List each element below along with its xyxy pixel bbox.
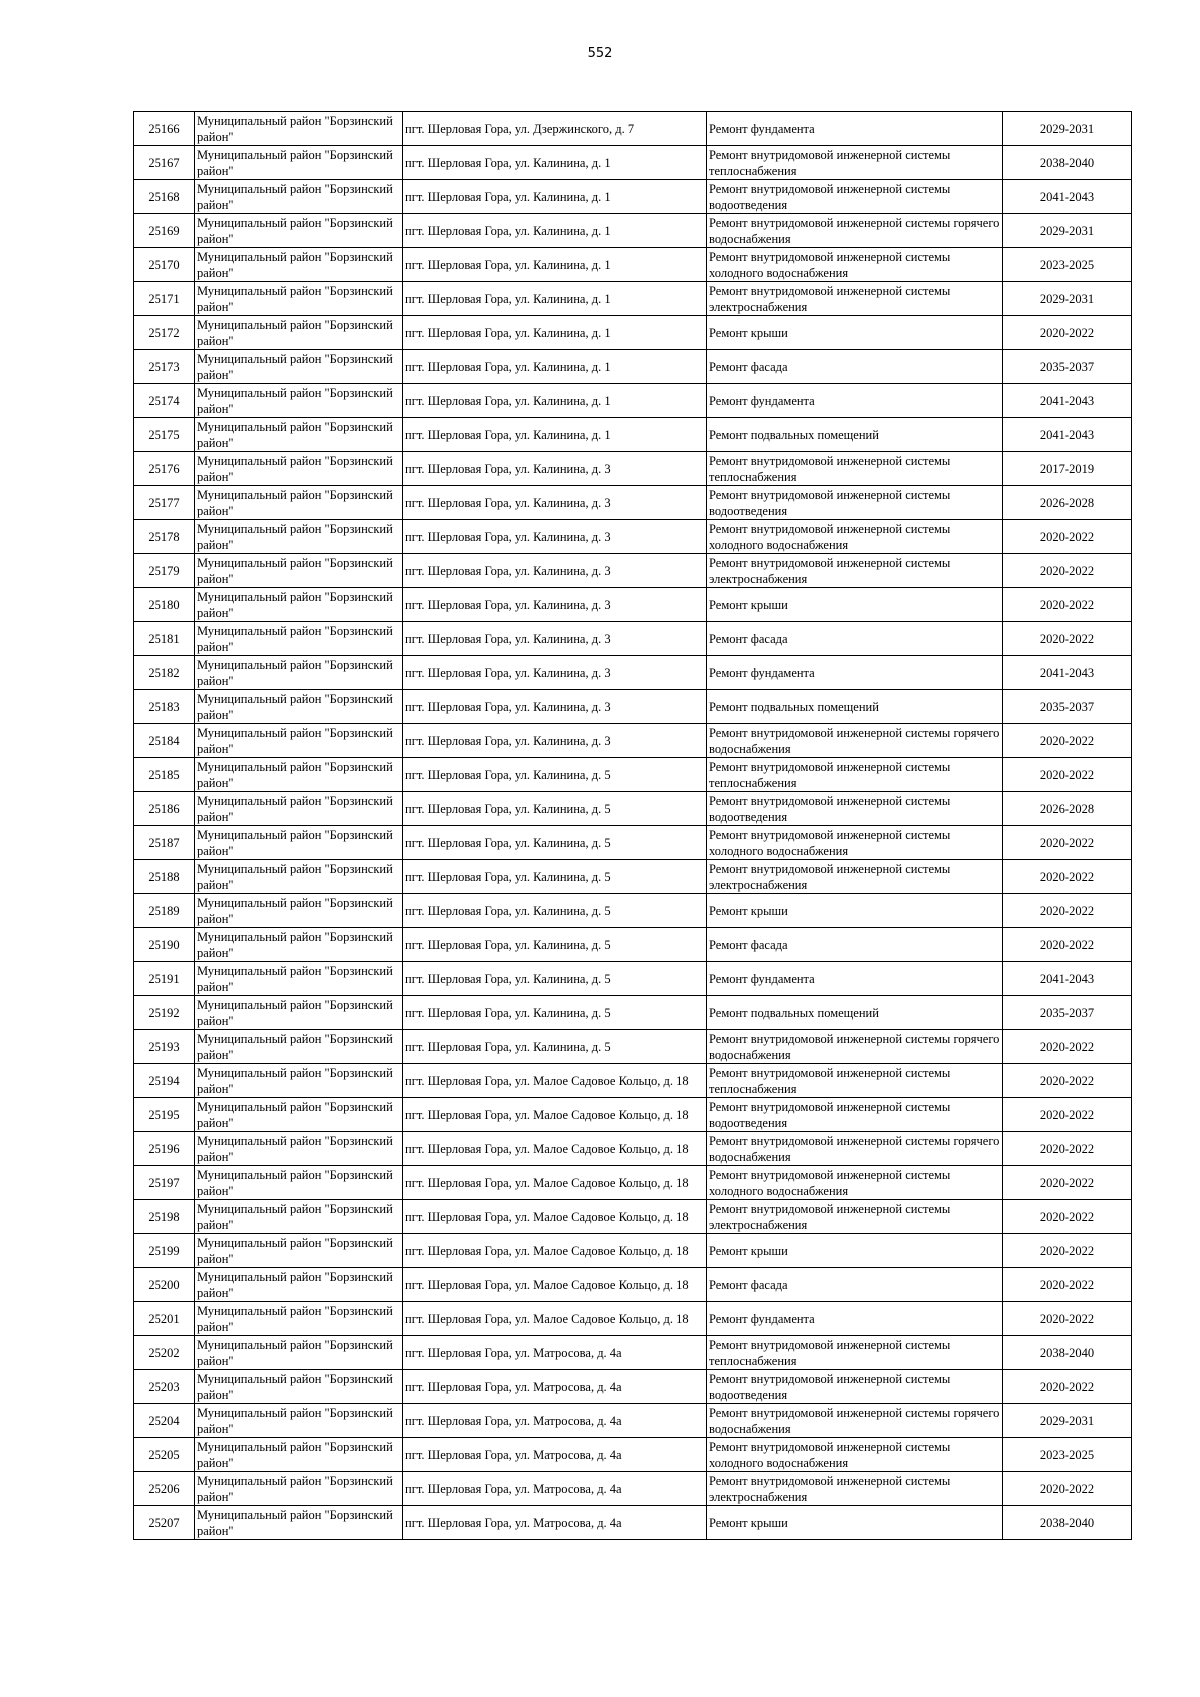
period-cell: 2017-2019	[1003, 452, 1132, 486]
row-number-cell: 25178	[134, 520, 195, 554]
table-row	[134, 1200, 1132, 1234]
row-number-cell: 25204	[134, 1404, 195, 1438]
period-cell: 2041-2043	[1003, 656, 1132, 690]
municipality-cell: Муниципальный район "Борзинский район"	[195, 996, 403, 1030]
address-cell: пгт. Шерловая Гора, ул. Матросова, д. 4а	[403, 1438, 707, 1472]
address-cell: пгт. Шерловая Гора, ул. Калинина, д. 5	[403, 860, 707, 894]
address-cell: пгт. Шерловая Гора, ул. Матросова, д. 4а	[403, 1506, 707, 1540]
municipality-cell: Муниципальный район "Борзинский район"	[195, 656, 403, 690]
table-row	[134, 554, 1132, 588]
row-number-cell: 25176	[134, 452, 195, 486]
municipality-cell: Муниципальный район "Борзинский район"	[195, 1098, 403, 1132]
municipality-cell: Муниципальный район "Борзинский район"	[195, 588, 403, 622]
table-row	[134, 860, 1132, 894]
row-number-cell: 25200	[134, 1268, 195, 1302]
work-type-cell: Ремонт крыши	[707, 1234, 1003, 1268]
municipality-cell: Муниципальный район "Борзинский район"	[195, 894, 403, 928]
address-cell: пгт. Шерловая Гора, ул. Калинина, д. 3	[403, 690, 707, 724]
period-cell: 2020-2022	[1003, 826, 1132, 860]
address-cell: пгт. Шерловая Гора, ул. Калинина, д. 1	[403, 214, 707, 248]
address-cell: пгт. Шерловая Гора, ул. Калинина, д. 5	[403, 792, 707, 826]
period-cell: 2029-2031	[1003, 214, 1132, 248]
address-cell: пгт. Шерловая Гора, ул. Малое Садовое Кольцо, д. 18	[403, 1132, 707, 1166]
work-type-cell: Ремонт внутридомовой инженерной системы горячего водоснабжения	[707, 214, 1003, 248]
work-type-cell: Ремонт фасада	[707, 350, 1003, 384]
municipality-cell: Муниципальный район "Борзинский район"	[195, 1404, 403, 1438]
municipality-cell: Муниципальный район "Борзинский район"	[195, 1234, 403, 1268]
work-type-cell: Ремонт подвальных помещений	[707, 690, 1003, 724]
period-cell: 2041-2043	[1003, 180, 1132, 214]
row-number-cell: 25179	[134, 554, 195, 588]
work-type-cell: Ремонт внутридомовой инженерной системы водоотведения	[707, 1098, 1003, 1132]
row-number-cell: 25201	[134, 1302, 195, 1336]
work-type-cell: Ремонт фундамента	[707, 1302, 1003, 1336]
period-cell: 2038-2040	[1003, 1336, 1132, 1370]
municipality-cell: Муниципальный район "Борзинский район"	[195, 452, 403, 486]
row-number-cell: 25166	[134, 112, 195, 146]
page-number: 552	[587, 46, 613, 61]
municipality-cell: Муниципальный район "Борзинский район"	[195, 1030, 403, 1064]
table-row	[134, 1064, 1132, 1098]
municipality-cell: Муниципальный район "Борзинский район"	[195, 112, 403, 146]
address-cell: пгт. Шерловая Гора, ул. Калинина, д. 5	[403, 1030, 707, 1064]
work-type-cell: Ремонт внутридомовой инженерной системы теплоснабжения	[707, 1064, 1003, 1098]
address-cell: пгт. Шерловая Гора, ул. Калинина, д. 3	[403, 486, 707, 520]
row-number-cell: 25175	[134, 418, 195, 452]
table-body	[134, 112, 1132, 1540]
work-type-cell: Ремонт внутридомовой инженерной системы водоотведения	[707, 1370, 1003, 1404]
address-cell: пгт. Шерловая Гора, ул. Малое Садовое Кольцо, д. 18	[403, 1302, 707, 1336]
address-cell: пгт. Шерловая Гора, ул. Матросова, д. 4а	[403, 1370, 707, 1404]
municipality-cell: Муниципальный район "Борзинский район"	[195, 1166, 403, 1200]
table-row	[134, 384, 1132, 418]
period-cell: 2020-2022	[1003, 1200, 1132, 1234]
table-row	[134, 1166, 1132, 1200]
address-cell: пгт. Шерловая Гора, ул. Калинина, д. 3	[403, 656, 707, 690]
period-cell: 2041-2043	[1003, 962, 1132, 996]
municipality-cell: Муниципальный район "Борзинский район"	[195, 418, 403, 452]
table-row	[134, 520, 1132, 554]
table-row	[134, 1506, 1132, 1540]
municipality-cell: Муниципальный район "Борзинский район"	[195, 1472, 403, 1506]
address-cell: пгт. Шерловая Гора, ул. Калинина, д. 3	[403, 724, 707, 758]
row-number-cell: 25180	[134, 588, 195, 622]
municipality-cell: Муниципальный район "Борзинский район"	[195, 724, 403, 758]
period-cell: 2035-2037	[1003, 996, 1132, 1030]
work-type-cell: Ремонт фасада	[707, 928, 1003, 962]
work-type-cell: Ремонт внутридомовой инженерной системы горячего водоснабжения	[707, 1030, 1003, 1064]
period-cell: 2038-2040	[1003, 146, 1132, 180]
address-cell: пгт. Шерловая Гора, ул. Калинина, д. 5	[403, 758, 707, 792]
period-cell: 2020-2022	[1003, 1132, 1132, 1166]
period-cell: 2020-2022	[1003, 894, 1132, 928]
municipality-cell: Муниципальный район "Борзинский район"	[195, 962, 403, 996]
municipality-cell: Муниципальный район "Борзинский район"	[195, 928, 403, 962]
address-cell: пгт. Шерловая Гора, ул. Калинина, д. 5	[403, 962, 707, 996]
work-type-cell: Ремонт внутридомовой инженерной системы водоотведения	[707, 180, 1003, 214]
table-row	[134, 622, 1132, 656]
municipality-cell: Муниципальный район "Борзинский район"	[195, 146, 403, 180]
address-cell: пгт. Шерловая Гора, ул. Малое Садовое Кольцо, д. 18	[403, 1234, 707, 1268]
row-number-cell: 25173	[134, 350, 195, 384]
period-cell: 2020-2022	[1003, 554, 1132, 588]
table-row	[134, 826, 1132, 860]
address-cell: пгт. Шерловая Гора, ул. Калинина, д. 1	[403, 316, 707, 350]
table-row	[134, 1234, 1132, 1268]
row-number-cell: 25177	[134, 486, 195, 520]
work-type-cell: Ремонт внутридомовой инженерной системы водоотведения	[707, 792, 1003, 826]
work-type-cell: Ремонт внутридомовой инженерной системы холодного водоснабжения	[707, 1166, 1003, 1200]
table-row	[134, 758, 1132, 792]
period-cell: 2038-2040	[1003, 1506, 1132, 1540]
table-row	[134, 1404, 1132, 1438]
period-cell: 2020-2022	[1003, 1472, 1132, 1506]
work-type-cell: Ремонт внутридомовой инженерной системы горячего водоснабжения	[707, 1132, 1003, 1166]
period-cell: 2020-2022	[1003, 520, 1132, 554]
period-cell: 2020-2022	[1003, 1166, 1132, 1200]
municipality-cell: Муниципальный район "Борзинский район"	[195, 1438, 403, 1472]
period-cell: 2026-2028	[1003, 486, 1132, 520]
work-type-cell: Ремонт внутридомовой инженерной системы теплоснабжения	[707, 146, 1003, 180]
table-row	[134, 962, 1132, 996]
work-type-cell: Ремонт внутридомовой инженерной системы электроснабжения	[707, 282, 1003, 316]
period-cell: 2020-2022	[1003, 1234, 1132, 1268]
period-cell: 2023-2025	[1003, 248, 1132, 282]
address-cell: пгт. Шерловая Гора, ул. Малое Садовое Кольцо, д. 18	[403, 1166, 707, 1200]
row-number-cell: 25193	[134, 1030, 195, 1064]
work-type-cell: Ремонт подвальных помещений	[707, 996, 1003, 1030]
work-type-cell: Ремонт подвальных помещений	[707, 418, 1003, 452]
table-row	[134, 418, 1132, 452]
address-cell: пгт. Шерловая Гора, ул. Матросова, д. 4а	[403, 1472, 707, 1506]
address-cell: пгт. Шерловая Гора, ул. Калинина, д. 3	[403, 588, 707, 622]
address-cell: пгт. Шерловая Гора, ул. Калинина, д. 1	[403, 350, 707, 384]
period-cell: 2020-2022	[1003, 928, 1132, 962]
period-cell: 2020-2022	[1003, 724, 1132, 758]
period-cell: 2020-2022	[1003, 1064, 1132, 1098]
municipality-cell: Муниципальный район "Борзинский район"	[195, 1200, 403, 1234]
municipality-cell: Муниципальный район "Борзинский район"	[195, 1506, 403, 1540]
table-row	[134, 1132, 1132, 1166]
period-cell: 2029-2031	[1003, 1404, 1132, 1438]
table-row	[134, 248, 1132, 282]
period-cell: 2041-2043	[1003, 418, 1132, 452]
row-number-cell: 25203	[134, 1370, 195, 1404]
municipality-cell: Муниципальный район "Борзинский район"	[195, 554, 403, 588]
period-cell: 2020-2022	[1003, 316, 1132, 350]
municipality-cell: Муниципальный район "Борзинский район"	[195, 384, 403, 418]
work-type-cell: Ремонт внутридомовой инженерной системы электроснабжения	[707, 1472, 1003, 1506]
address-cell: пгт. Шерловая Гора, ул. Калинина, д. 3	[403, 452, 707, 486]
table-row	[134, 724, 1132, 758]
table-row	[134, 282, 1132, 316]
row-number-cell: 25184	[134, 724, 195, 758]
work-type-cell: Ремонт фундамента	[707, 384, 1003, 418]
address-cell: пгт. Шерловая Гора, ул. Калинина, д. 3	[403, 554, 707, 588]
period-cell: 2029-2031	[1003, 112, 1132, 146]
table-row	[134, 656, 1132, 690]
table-row	[134, 1370, 1132, 1404]
row-number-cell: 25194	[134, 1064, 195, 1098]
work-type-cell: Ремонт внутридомовой инженерной системы теплоснабжения	[707, 452, 1003, 486]
period-cell: 2020-2022	[1003, 1370, 1132, 1404]
row-number-cell: 25168	[134, 180, 195, 214]
period-cell: 2020-2022	[1003, 1302, 1132, 1336]
table-row	[134, 996, 1132, 1030]
row-number-cell: 25191	[134, 962, 195, 996]
work-type-cell: Ремонт внутридомовой инженерной системы холодного водоснабжения	[707, 826, 1003, 860]
table-row	[134, 1336, 1132, 1370]
work-type-cell: Ремонт внутридомовой инженерной системы электроснабжения	[707, 1200, 1003, 1234]
work-type-cell: Ремонт фундамента	[707, 962, 1003, 996]
address-cell: пгт. Шерловая Гора, ул. Малое Садовое Кольцо, д. 18	[403, 1098, 707, 1132]
table-row	[134, 792, 1132, 826]
row-number-cell: 25189	[134, 894, 195, 928]
address-cell: пгт. Шерловая Гора, ул. Малое Садовое Кольцо, д. 18	[403, 1268, 707, 1302]
table-row	[134, 928, 1132, 962]
row-number-cell: 25169	[134, 214, 195, 248]
table-row	[134, 486, 1132, 520]
municipality-cell: Муниципальный район "Борзинский район"	[195, 1268, 403, 1302]
table-row	[134, 214, 1132, 248]
repair-schedule-table	[133, 111, 1132, 1540]
table-row	[134, 1030, 1132, 1064]
period-cell: 2020-2022	[1003, 622, 1132, 656]
table-row	[134, 112, 1132, 146]
address-cell: пгт. Шерловая Гора, ул. Калинина, д. 5	[403, 996, 707, 1030]
municipality-cell: Муниципальный район "Борзинский район"	[195, 860, 403, 894]
municipality-cell: Муниципальный район "Борзинский район"	[195, 520, 403, 554]
period-cell: 2020-2022	[1003, 1268, 1132, 1302]
municipality-cell: Муниципальный район "Борзинский район"	[195, 316, 403, 350]
address-cell: пгт. Шерловая Гора, ул. Малое Садовое Кольцо, д. 18	[403, 1200, 707, 1234]
address-cell: пгт. Шерловая Гора, ул. Калинина, д. 3	[403, 622, 707, 656]
address-cell: пгт. Шерловая Гора, ул. Калинина, д. 3	[403, 520, 707, 554]
row-number-cell: 25185	[134, 758, 195, 792]
row-number-cell: 25186	[134, 792, 195, 826]
address-cell: пгт. Шерловая Гора, ул. Калинина, д. 5	[403, 928, 707, 962]
row-number-cell: 25183	[134, 690, 195, 724]
municipality-cell: Муниципальный район "Борзинский район"	[195, 1064, 403, 1098]
row-number-cell: 25172	[134, 316, 195, 350]
row-number-cell: 25207	[134, 1506, 195, 1540]
municipality-cell: Муниципальный район "Борзинский район"	[195, 622, 403, 656]
municipality-cell: Муниципальный район "Борзинский район"	[195, 1370, 403, 1404]
table-row	[134, 180, 1132, 214]
address-cell: пгт. Шерловая Гора, ул. Дзержинского, д. 7	[403, 112, 707, 146]
row-number-cell: 25196	[134, 1132, 195, 1166]
row-number-cell: 25198	[134, 1200, 195, 1234]
row-number-cell: 25188	[134, 860, 195, 894]
period-cell: 2020-2022	[1003, 860, 1132, 894]
address-cell: пгт. Шерловая Гора, ул. Калинина, д. 1	[403, 180, 707, 214]
work-type-cell: Ремонт внутридомовой инженерной системы теплоснабжения	[707, 1336, 1003, 1370]
period-cell: 2020-2022	[1003, 1098, 1132, 1132]
row-number-cell: 25182	[134, 656, 195, 690]
table-row	[134, 1472, 1132, 1506]
row-number-cell: 25197	[134, 1166, 195, 1200]
work-type-cell: Ремонт внутридомовой инженерной системы холодного водоснабжения	[707, 248, 1003, 282]
work-type-cell: Ремонт внутридомовой инженерной системы электроснабжения	[707, 860, 1003, 894]
period-cell: 2026-2028	[1003, 792, 1132, 826]
municipality-cell: Муниципальный район "Борзинский район"	[195, 690, 403, 724]
table-row	[134, 452, 1132, 486]
address-cell: пгт. Шерловая Гора, ул. Калинина, д. 5	[403, 894, 707, 928]
address-cell: пгт. Шерловая Гора, ул. Калинина, д. 1	[403, 282, 707, 316]
municipality-cell: Муниципальный район "Борзинский район"	[195, 792, 403, 826]
work-type-cell: Ремонт внутридомовой инженерной системы электроснабжения	[707, 554, 1003, 588]
row-number-cell: 25195	[134, 1098, 195, 1132]
work-type-cell: Ремонт внутридомовой инженерной системы водоотведения	[707, 486, 1003, 520]
address-cell: пгт. Шерловая Гора, ул. Калинина, д. 1	[403, 418, 707, 452]
municipality-cell: Муниципальный район "Борзинский район"	[195, 826, 403, 860]
work-type-cell: Ремонт внутридомовой инженерной системы холодного водоснабжения	[707, 520, 1003, 554]
municipality-cell: Муниципальный район "Борзинский район"	[195, 282, 403, 316]
work-type-cell: Ремонт крыши	[707, 316, 1003, 350]
address-cell: пгт. Шерловая Гора, ул. Матросова, д. 4а	[403, 1404, 707, 1438]
work-type-cell: Ремонт фундамента	[707, 656, 1003, 690]
row-number-cell: 25187	[134, 826, 195, 860]
municipality-cell: Муниципальный район "Борзинский район"	[195, 758, 403, 792]
row-number-cell: 25205	[134, 1438, 195, 1472]
table-row	[134, 1268, 1132, 1302]
work-type-cell: Ремонт крыши	[707, 588, 1003, 622]
address-cell: пгт. Шерловая Гора, ул. Калинина, д. 1	[403, 146, 707, 180]
period-cell: 2023-2025	[1003, 1438, 1132, 1472]
row-number-cell: 25171	[134, 282, 195, 316]
address-cell: пгт. Шерловая Гора, ул. Калинина, д. 5	[403, 826, 707, 860]
table-row	[134, 894, 1132, 928]
address-cell: пгт. Шерловая Гора, ул. Матросова, д. 4а	[403, 1336, 707, 1370]
municipality-cell: Муниципальный район "Борзинский район"	[195, 1132, 403, 1166]
municipality-cell: Муниципальный район "Борзинский район"	[195, 248, 403, 282]
municipality-cell: Муниципальный район "Борзинский район"	[195, 350, 403, 384]
table-row	[134, 316, 1132, 350]
period-cell: 2041-2043	[1003, 384, 1132, 418]
table-row	[134, 350, 1132, 384]
address-cell: пгт. Шерловая Гора, ул. Калинина, д. 1	[403, 384, 707, 418]
table-row	[134, 1302, 1132, 1336]
work-type-cell: Ремонт внутридомовой инженерной системы теплоснабжения	[707, 758, 1003, 792]
period-cell: 2035-2037	[1003, 690, 1132, 724]
period-cell: 2020-2022	[1003, 758, 1132, 792]
municipality-cell: Муниципальный район "Борзинский район"	[195, 486, 403, 520]
table-row	[134, 146, 1132, 180]
row-number-cell: 25199	[134, 1234, 195, 1268]
work-type-cell: Ремонт фасада	[707, 1268, 1003, 1302]
work-type-cell: Ремонт фундамента	[707, 112, 1003, 146]
work-type-cell: Ремонт крыши	[707, 1506, 1003, 1540]
table-row	[134, 1098, 1132, 1132]
work-type-cell: Ремонт внутридомовой инженерной системы холодного водоснабжения	[707, 1438, 1003, 1472]
row-number-cell: 25206	[134, 1472, 195, 1506]
period-cell: 2035-2037	[1003, 350, 1132, 384]
table-row	[134, 690, 1132, 724]
row-number-cell: 25167	[134, 146, 195, 180]
municipality-cell: Муниципальный район "Борзинский район"	[195, 1302, 403, 1336]
period-cell: 2020-2022	[1003, 1030, 1132, 1064]
row-number-cell: 25190	[134, 928, 195, 962]
row-number-cell: 25170	[134, 248, 195, 282]
period-cell: 2020-2022	[1003, 588, 1132, 622]
work-type-cell: Ремонт внутридомовой инженерной системы горячего водоснабжения	[707, 1404, 1003, 1438]
address-cell: пгт. Шерловая Гора, ул. Малое Садовое Кольцо, д. 18	[403, 1064, 707, 1098]
row-number-cell: 25181	[134, 622, 195, 656]
row-number-cell: 25202	[134, 1336, 195, 1370]
work-type-cell: Ремонт внутридомовой инженерной системы горячего водоснабжения	[707, 724, 1003, 758]
work-type-cell: Ремонт крыши	[707, 894, 1003, 928]
work-type-cell: Ремонт фасада	[707, 622, 1003, 656]
municipality-cell: Муниципальный район "Борзинский район"	[195, 214, 403, 248]
table-row	[134, 588, 1132, 622]
period-cell: 2029-2031	[1003, 282, 1132, 316]
municipality-cell: Муниципальный район "Борзинский район"	[195, 180, 403, 214]
address-cell: пгт. Шерловая Гора, ул. Калинина, д. 1	[403, 248, 707, 282]
table-row	[134, 1438, 1132, 1472]
row-number-cell: 25192	[134, 996, 195, 1030]
municipality-cell: Муниципальный район "Борзинский район"	[195, 1336, 403, 1370]
row-number-cell: 25174	[134, 384, 195, 418]
